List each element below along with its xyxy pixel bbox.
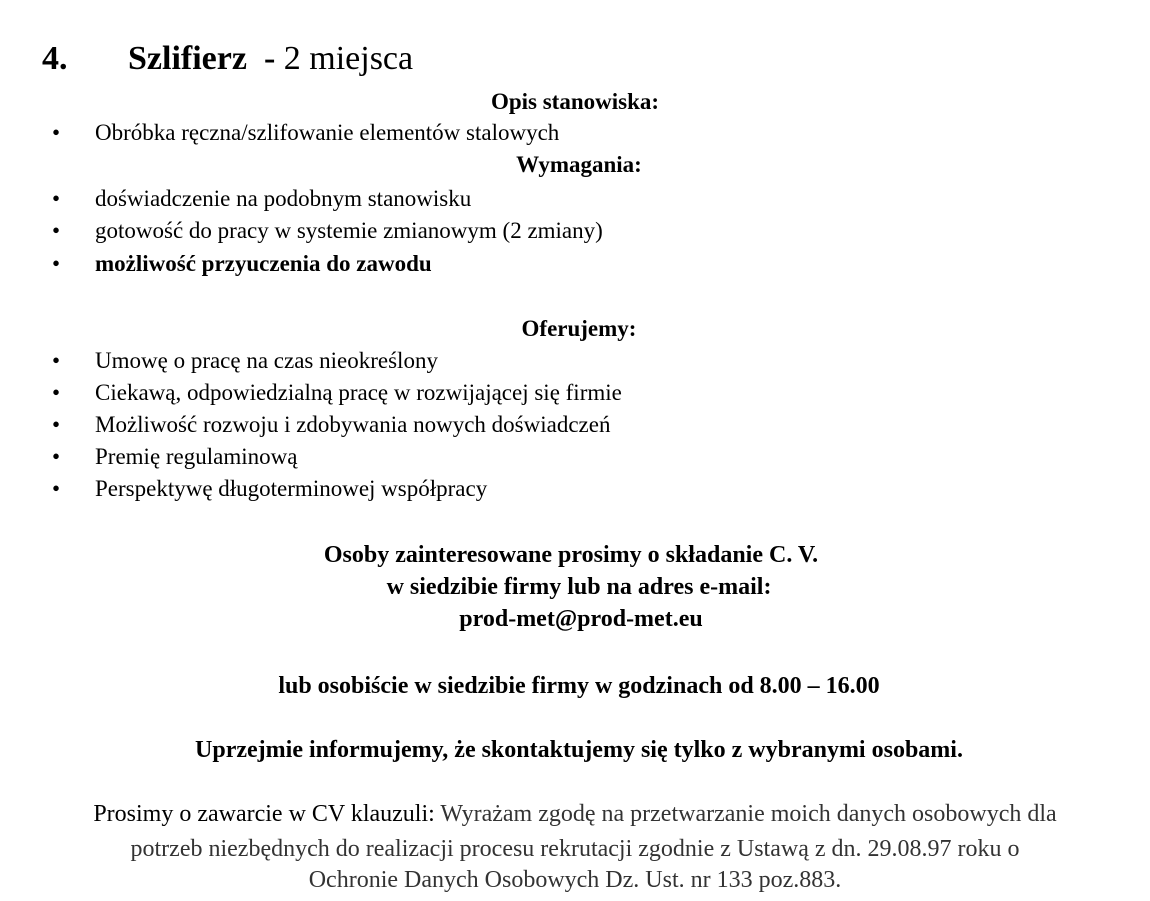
- bullet-icon: •: [52, 186, 61, 211]
- job-title: [128, 40, 413, 78]
- requirements-heading: Wymagania:: [516, 152, 642, 177]
- bullet-icon: •: [52, 348, 61, 373]
- bullet-icon: •: [52, 444, 61, 469]
- section-number: 4.: [42, 40, 68, 77]
- contact-email[interactable]: prod-met@prod-met.eu: [459, 606, 703, 632]
- bullet-icon: •: [52, 476, 61, 501]
- bullet-icon: •: [52, 412, 61, 437]
- contact-hours: lub osobiście w siedzibie firmy w godzinach od 8.00 – 16.00: [278, 673, 880, 699]
- offer-item: Premię regulaminową: [95, 444, 298, 469]
- description-item: Obróbka ręczna/szlifowanie elementów stalowych: [95, 120, 560, 145]
- contact-notice: Uprzejmie informujemy, że skontaktujemy się tylko z wybranymi osobami.: [195, 737, 963, 763]
- offer-item: Możliwość rozwoju i zdobywania nowych doświadczeń: [95, 412, 611, 437]
- gdpr-clause-line-2: potrzeb niezbędnych do realizacji procesu rekrutacji zgodnie z Ustawą z dn. 29.08.97 roku o: [130, 836, 1020, 862]
- offer-item: Perspektywę długoterminowej współpracy: [95, 476, 488, 501]
- bullet-icon: •: [52, 380, 61, 405]
- bullet-icon: •: [52, 120, 61, 145]
- gdpr-clause-line-3: Ochronie Danych Osobowych Dz. Ust. nr 133 poz.883.: [308, 867, 842, 893]
- contact-line-1: Osoby zainteresowane prosimy o składanie C. V.: [323, 542, 819, 568]
- gdpr-clause-line-1: [0, 801, 1150, 828]
- description-heading: Opis stanowiska:: [490, 89, 660, 114]
- offer-item: Umowę o pracę na czas nieokreślony: [95, 348, 438, 373]
- bullet-icon: •: [52, 251, 61, 276]
- bullet-icon: •: [52, 218, 61, 243]
- offer-heading: Oferujemy:: [521, 316, 637, 341]
- clause-consent: Wyrażam zgodę na przetwarzanie moich danych osobowych dla: [440, 801, 1057, 827]
- job-places: 2 miejsca: [283, 40, 414, 77]
- requirement-item: doświadczenie na podobnym stanowisku: [95, 186, 472, 211]
- job-title-dash: -: [263, 40, 276, 77]
- requirement-item: gotowość do pracy w systemie zmianowym (2 zmiany): [95, 218, 603, 243]
- job-title-name: Szlifierz: [128, 40, 247, 77]
- clause-intro: Prosimy o zawarcie w CV klauzuli:: [93, 801, 435, 827]
- requirement-item: możliwość przyuczenia do zawodu: [95, 251, 432, 276]
- offer-item: Ciekawą, odpowiedzialną pracę w rozwijającej się firmie: [95, 380, 622, 405]
- contact-line-2: w siedzibie firmy lub na adres e-mail:: [386, 574, 772, 600]
